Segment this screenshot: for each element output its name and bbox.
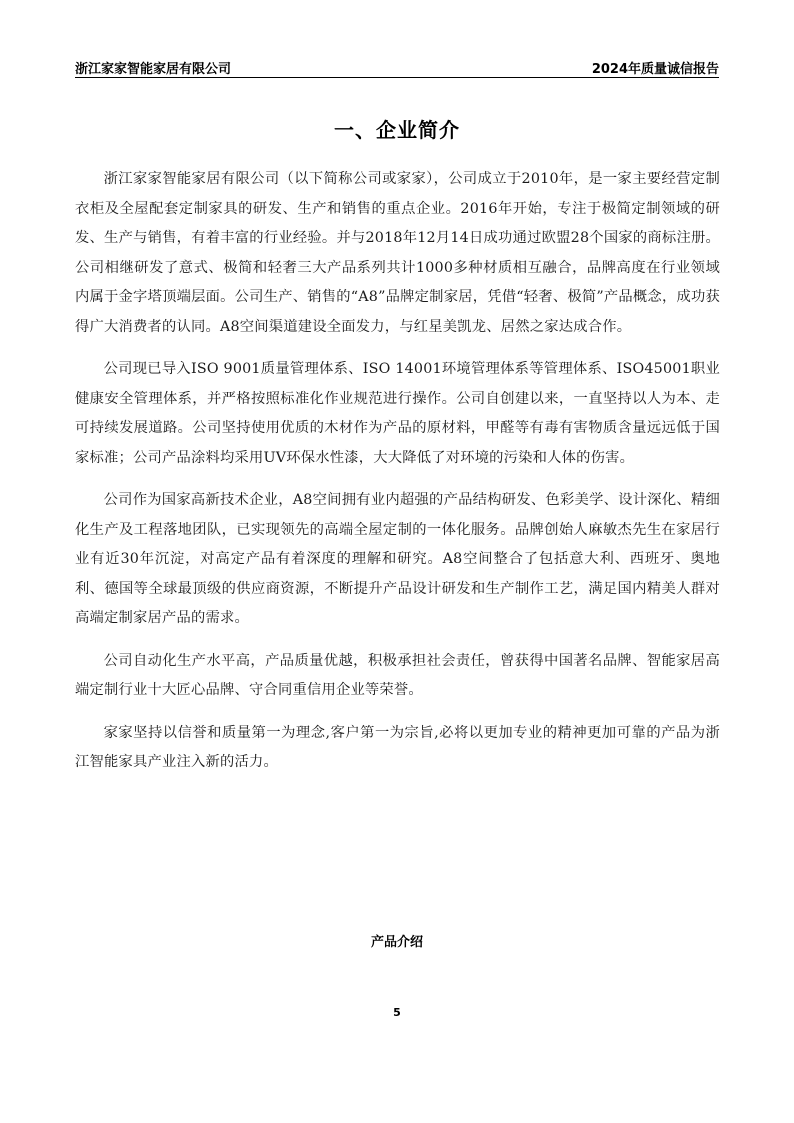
paragraph-intro: 浙江家家智能家居有限公司（以下简称公司或家家），公司成立于2010年，是一家主要经营定制衣柜及全屋配套定制家具的研发、生产和销售的重点企业。2016年开始，专注于极简定制领域的研发、生产与销售，有着丰富的行业经验。并与2018年12月14日成功通过欧盟28个国家的商标注册。 公司相继研发了意式、极简和轻奢三大产品系列共计1000多种材质相互融合，品牌高度在行业领域内属于金字塔顶端层面。公司生产、销售的“A8”品牌定制家居，凭借“轻奢、极简”产品概念，成功获得广大消费者的认同。A8空间渠道建设全面发力，与红星美凯龙、居然之家达成合作。 [75,171,720,335]
header-company-name: 浙江家家智能家居有限公司 [75,62,232,77]
paragraph-high-tech: 公司作为国家高新技术企业，A8空间拥有业内超强的产品结构研发、色彩美学、设计深化、精细化生产及工程落地团队，已实现领先的高端全屋定制的一体化服务。品牌创始人麻敏杰先生在家居行业有近30年沉淀，对高定产品有着深度的理解和研究。A8空间整合了包括意大利、西班牙、奥地利、德国等全球最顶级的供应商资源，不断提升产品设计研发和生产制作工艺，满足国内精美人群对高端定制家居产品的需求。 [75,492,720,626]
page-number: 5 [393,1006,401,1019]
section-heading-product-intro: 产品介绍 [370,935,423,950]
section-heading-company-profile: 一、企业简介 [334,118,460,142]
body-text [75,165,720,791]
paragraph-management-systems: 公司现已导入ISO 9001质量管理体系、ISO 14001环境管理体系等管理体系、ISO45001职业健康安全管理体系，并严格按照标准化作业规范进行操作。公司自创建以来，一直坚持以人为本、走可持续发展道路。公司坚持使用优质的木材作为产品的原材料，甲醛等有毒有害物质含量远远低于国家标准；公司产品涂料均采用UV环保水性漆，大大降低了对环境的污染和人体的伤害。 [75,361,720,466]
paragraph-philosophy: 家家坚持以信誉和质量第一为理念,客户第一为宗旨,必将以更加专业的精神更加可靠的产品为浙江智能家具产业注入新的活力。 [75,724,720,770]
paragraph-honors: 公司自动化生产水平高，产品质量优越，积极承担社会责任，曾获得中国著名品牌、智能家居高端定制行业十大匠心品牌、守合同重信用企业等荣誉。 [75,652,720,698]
header-report-title: 2024年质量诚信报告 [591,62,719,77]
page-header [75,55,719,78]
